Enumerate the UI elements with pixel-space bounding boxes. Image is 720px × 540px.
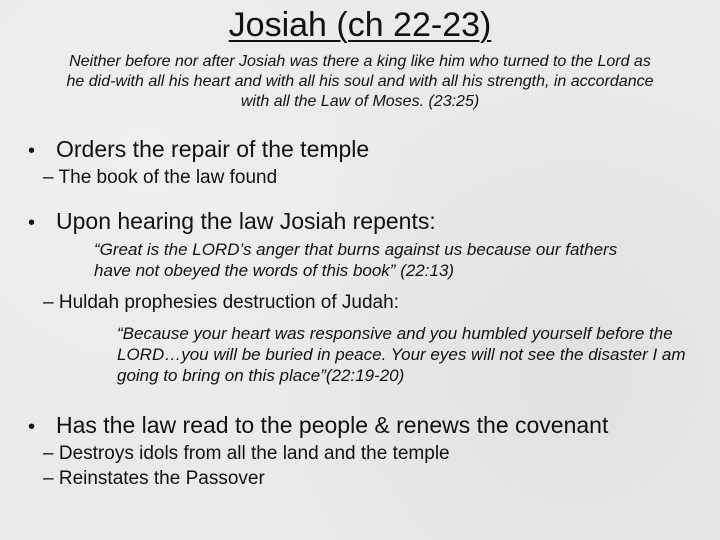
sub-item-text: The book of the law found xyxy=(58,167,278,188)
sub-item-passover xyxy=(43,467,265,491)
sub-item-text: Reinstates the Passover xyxy=(58,468,265,489)
dash-marker: – xyxy=(43,468,54,489)
bullet-text: Orders the repair of the temple xyxy=(56,136,370,162)
sub-item-destroys-idols xyxy=(43,442,450,466)
bullet-marker: • xyxy=(28,416,36,438)
slide-title-text: Josiah (ch 22-23) xyxy=(228,6,492,44)
bullet-marker: • xyxy=(28,212,36,234)
bullet-text: Has the law read to the people & renews the covenant xyxy=(56,412,609,438)
quote-lords-anger: “Great is the LORD’s anger that burns against us because our fathers have not obeyed the words of this book” (22:13) xyxy=(94,240,618,280)
subtitle-quote: Neither before nor after Josiah was there a king like him who turned to the Lord as he did-with all his heart and with all his soul and with all his strength, in accordance with all the Law of Moses. (23:25) xyxy=(66,53,654,110)
quote-text: “Because your heart was responsive and you humbled yourself before the LORD…you will be buried in peace. Your eyes will not see the disaster I am going to bring on this place” xyxy=(117,324,686,385)
sub-item-huldah xyxy=(43,291,399,315)
sub-item-book-found xyxy=(43,166,277,190)
sub-item-text: Huldah prophesies destruction of Judah: xyxy=(58,292,399,313)
bullet-text: Upon hearing the law Josiah repents: xyxy=(56,208,436,234)
bullet-marker: • xyxy=(28,140,36,162)
dash-marker: – xyxy=(43,292,54,313)
quote-reference: (22:19-20) xyxy=(325,366,405,385)
quote-huldah-prophecy xyxy=(117,323,687,386)
bullet-law-read xyxy=(28,411,608,441)
bullet-josiah-repents xyxy=(28,207,436,237)
sub-item-text: Destroys idols from all the land and the temple xyxy=(58,443,450,464)
dash-marker: – xyxy=(43,167,54,188)
dash-marker: – xyxy=(43,443,54,464)
slide-title xyxy=(0,4,720,46)
bullet-repair-temple xyxy=(28,135,369,165)
